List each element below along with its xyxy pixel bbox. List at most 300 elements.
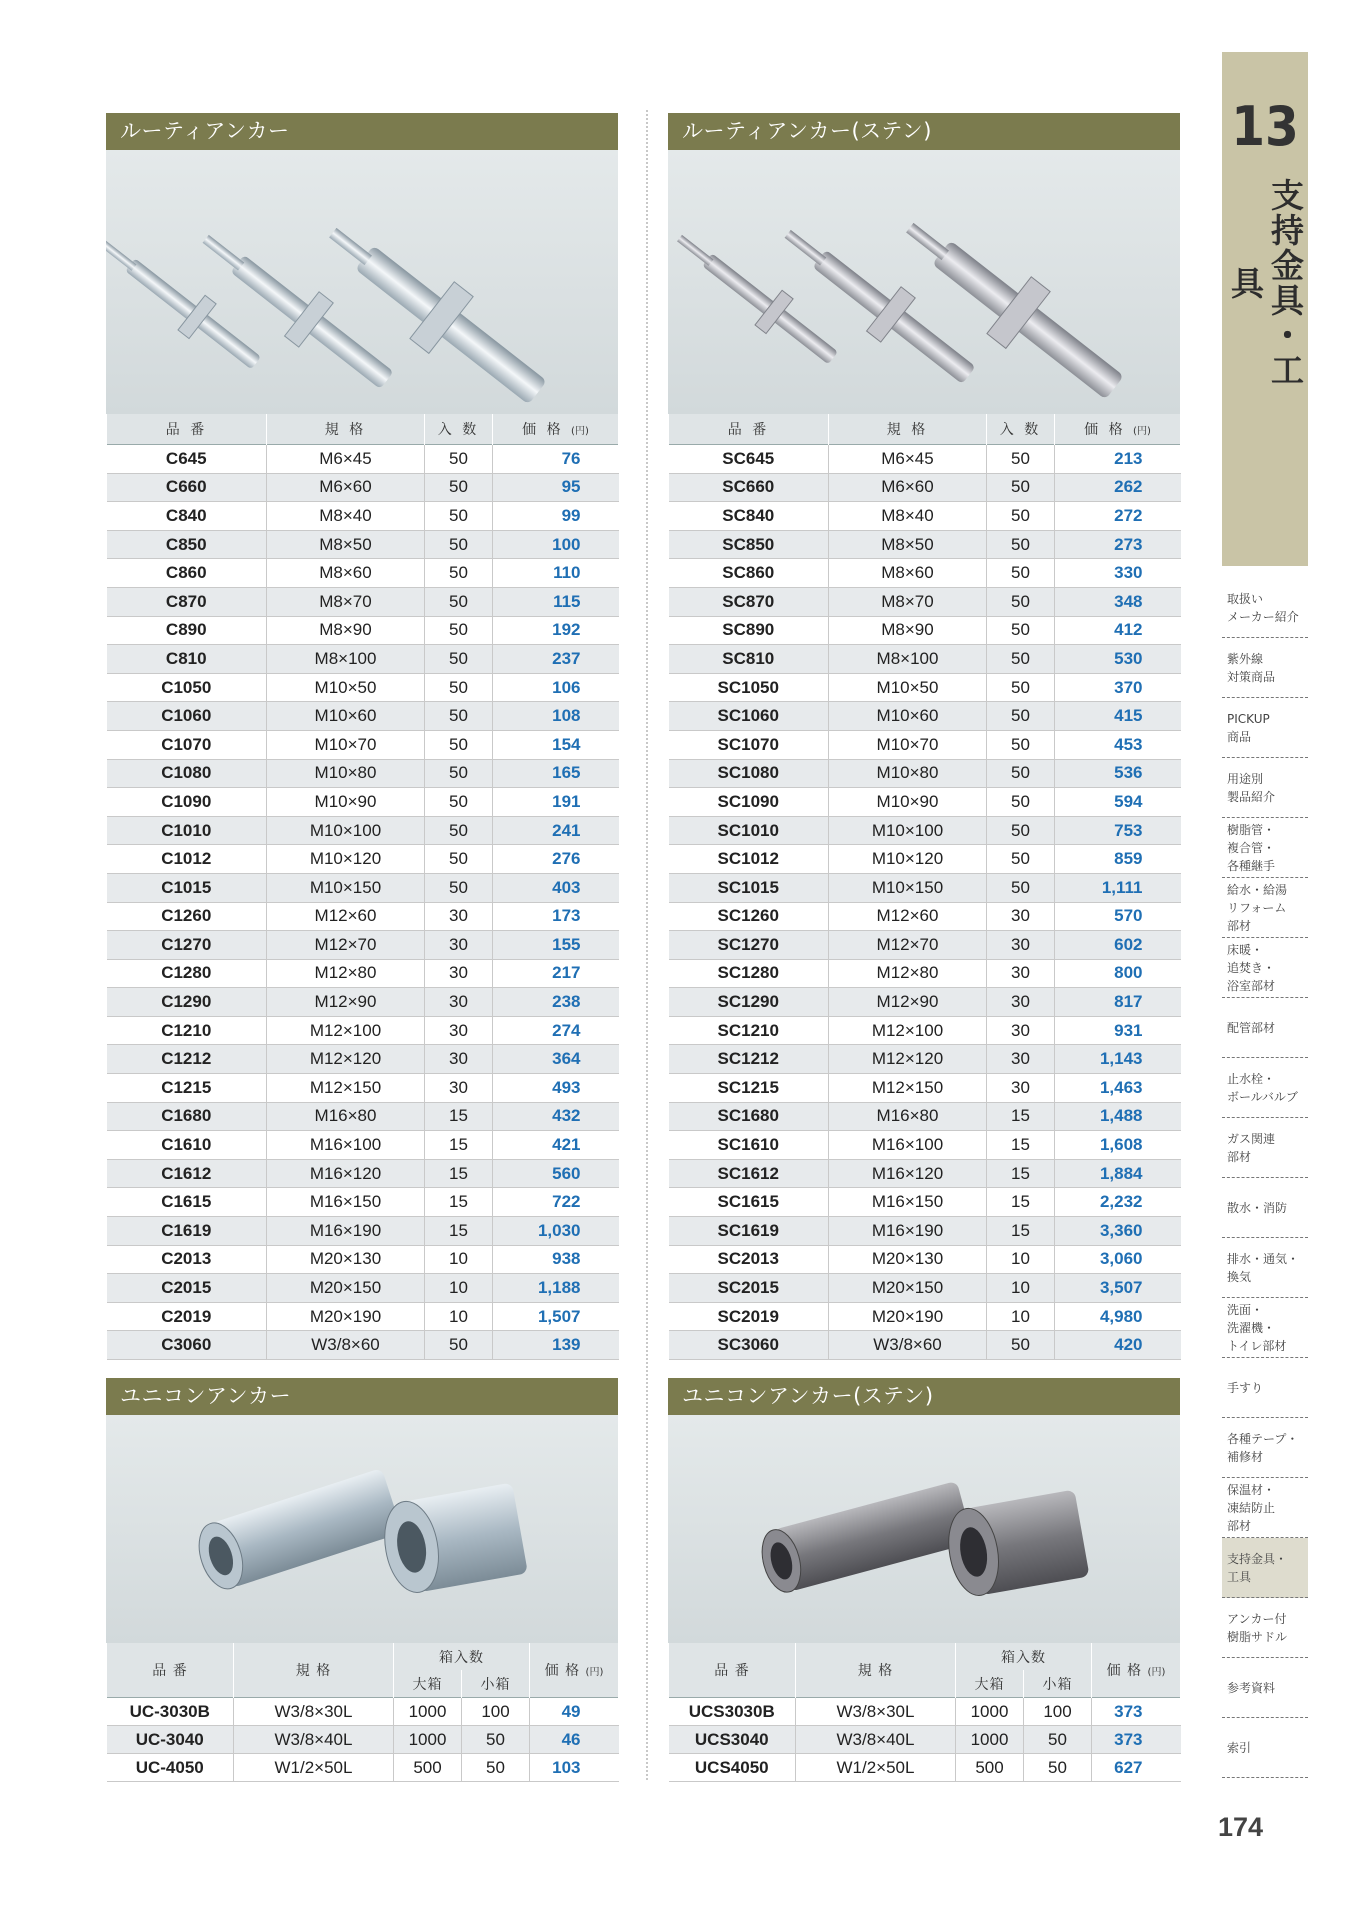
- cell-code: C1210: [107, 1016, 267, 1045]
- cell-small-box: 100: [462, 1698, 530, 1726]
- sidebar-nav-label: 床暖・ 追焚き・ 浴室部材: [1227, 942, 1276, 993]
- cell-code: SC1619: [669, 1217, 829, 1246]
- cell-qty: 50: [425, 730, 493, 759]
- sidebar-nav-label: 用途別 製品紹介: [1227, 771, 1276, 804]
- cell-qty: 30: [987, 959, 1055, 988]
- table-row: [669, 873, 1181, 902]
- cell-price: 722: [493, 1188, 619, 1217]
- cell-qty: 10: [987, 1302, 1055, 1331]
- cell-spec: M16×100: [267, 1131, 425, 1160]
- cell-qty: 50: [987, 730, 1055, 759]
- cell-spec: M12×60: [267, 902, 425, 931]
- table-row: [107, 788, 619, 817]
- table-row: [669, 902, 1181, 931]
- sidebar-nav-item[interactable]: [1222, 758, 1308, 818]
- cell-spec: M10×50: [829, 673, 987, 702]
- header-spec: 規 格: [267, 414, 425, 445]
- cell-price: 800: [1055, 959, 1181, 988]
- cell-qty: 10: [425, 1274, 493, 1303]
- cell-spec: M10×100: [829, 816, 987, 845]
- table-row: [107, 645, 619, 674]
- cell-qty: 30: [425, 1045, 493, 1074]
- cell-qty: 30: [425, 931, 493, 960]
- cell-spec: M8×90: [267, 616, 425, 645]
- sidebar-nav-label: 排水・通気・ 換気: [1227, 1251, 1300, 1284]
- cell-price: 1,188: [493, 1274, 619, 1303]
- cell-price: 753: [1055, 816, 1181, 845]
- sidebar-nav-item[interactable]: [1222, 878, 1308, 938]
- cell-code: SC1680: [669, 1102, 829, 1131]
- cell-price: 1,111: [1055, 873, 1181, 902]
- sidebar-nav-label: 止水栓・ ボールバルブ: [1227, 1071, 1298, 1104]
- cell-spec: M10×70: [829, 730, 987, 759]
- header-big-box: 大箱: [956, 1670, 1024, 1698]
- cell-spec: M8×60: [829, 559, 987, 588]
- sidebar-nav-label: 参考資料: [1227, 1680, 1276, 1695]
- cell-qty: 30: [987, 902, 1055, 931]
- cell-code: SC1212: [669, 1045, 829, 1074]
- cell-price: 95: [493, 473, 619, 502]
- table-row: [669, 1045, 1181, 1074]
- cell-spec: W3/8×60: [267, 1331, 425, 1360]
- table-row: [107, 959, 619, 988]
- cell-spec: M16×190: [267, 1217, 425, 1246]
- cell-qty: 30: [987, 1045, 1055, 1074]
- header-qty: 入 数: [425, 414, 493, 445]
- sidebar-nav-item[interactable]: [1222, 1358, 1308, 1418]
- table-row: [669, 530, 1181, 559]
- cell-code: C2013: [107, 1245, 267, 1274]
- cell-spec: W1/2×50L: [234, 1754, 394, 1782]
- table-row: [669, 645, 1181, 674]
- table-row: [107, 1274, 619, 1303]
- cell-qty: 10: [425, 1302, 493, 1331]
- table-row: [107, 730, 619, 759]
- cell-spec: M10×70: [267, 730, 425, 759]
- table-row: [107, 1726, 619, 1754]
- header-box: 箱入数: [394, 1643, 530, 1670]
- cell-qty: 50: [425, 816, 493, 845]
- cell-price: 370: [1055, 673, 1181, 702]
- cell-spec: M10×90: [267, 788, 425, 817]
- cell-spec: M16×190: [829, 1217, 987, 1246]
- cell-qty: 50: [425, 1331, 493, 1360]
- cell-spec: M6×45: [829, 445, 987, 474]
- cell-price: 139: [493, 1331, 619, 1360]
- cell-spec: M8×100: [829, 645, 987, 674]
- cell-code: C1610: [107, 1131, 267, 1160]
- table-row: [107, 1131, 619, 1160]
- chapter-tab: [1222, 52, 1308, 566]
- cell-code: UC-4050: [107, 1754, 234, 1782]
- cell-code: SC660: [669, 473, 829, 502]
- cell-qty: 50: [987, 816, 1055, 845]
- table-row: [107, 1188, 619, 1217]
- cell-code: SC1280: [669, 959, 829, 988]
- table-row: [107, 816, 619, 845]
- header-spec: 規 格: [796, 1643, 956, 1698]
- cell-spec: W3/8×60: [829, 1331, 987, 1360]
- cell-spec: M8×100: [267, 645, 425, 674]
- cell-price: 412: [1055, 616, 1181, 645]
- routy-anchor-stainless-photo: [668, 150, 1180, 414]
- cell-code: C1090: [107, 788, 267, 817]
- sidebar-nav-label: 索引: [1227, 1740, 1252, 1755]
- cell-spec: M6×60: [829, 473, 987, 502]
- cell-code: SC870: [669, 587, 829, 616]
- section-title: ユニコンアンカー(ステン): [668, 1378, 1180, 1415]
- cell-price: 272: [1055, 502, 1181, 531]
- cell-spec: M20×150: [829, 1274, 987, 1303]
- cell-code: C1680: [107, 1102, 267, 1131]
- sidebar-nav-item[interactable]: [1222, 818, 1308, 878]
- cell-spec: M12×70: [829, 931, 987, 960]
- table-row: [107, 1754, 619, 1782]
- cell-code: SC3060: [669, 1331, 829, 1360]
- cell-code: SC1615: [669, 1188, 829, 1217]
- table-row: [669, 1102, 1181, 1131]
- cell-code: SC1260: [669, 902, 829, 931]
- table-row: [669, 702, 1181, 731]
- cell-code: C1060: [107, 702, 267, 731]
- cell-spec: M12×120: [267, 1045, 425, 1074]
- cell-spec: M8×40: [267, 502, 425, 531]
- cell-spec: M16×100: [829, 1131, 987, 1160]
- cell-qty: 15: [987, 1159, 1055, 1188]
- sidebar-nav-item[interactable]: [1222, 1478, 1308, 1538]
- cell-qty: 50: [987, 587, 1055, 616]
- cell-spec: M12×120: [829, 1045, 987, 1074]
- cell-spec: M12×60: [829, 902, 987, 931]
- cell-price: 938: [493, 1245, 619, 1274]
- cell-price: 154: [493, 730, 619, 759]
- cell-price: 432: [493, 1102, 619, 1131]
- cell-price: 817: [1055, 988, 1181, 1017]
- cell-qty: 10: [987, 1245, 1055, 1274]
- cell-qty: 30: [425, 1016, 493, 1045]
- cell-qty: 50: [987, 445, 1055, 474]
- cell-code: C1212: [107, 1045, 267, 1074]
- header-code: 品 番: [669, 414, 829, 445]
- table-row: [107, 1045, 619, 1074]
- cell-big-box: 500: [394, 1754, 462, 1782]
- cell-price: 1,884: [1055, 1159, 1181, 1188]
- cell-spec: M10×100: [267, 816, 425, 845]
- cell-small-box: 50: [462, 1726, 530, 1754]
- cell-qty: 50: [987, 845, 1055, 874]
- cell-qty: 15: [987, 1217, 1055, 1246]
- cell-spec: M8×50: [829, 530, 987, 559]
- cell-qty: 50: [425, 473, 493, 502]
- cell-price: 191: [493, 788, 619, 817]
- cell-code: C1270: [107, 931, 267, 960]
- cell-code: C1010: [107, 816, 267, 845]
- header-small-box: 小箱: [462, 1670, 530, 1698]
- sidebar-nav-item[interactable]: [1222, 938, 1308, 998]
- cell-qty: 50: [425, 702, 493, 731]
- table-row: [669, 616, 1181, 645]
- table-row: [669, 1131, 1181, 1160]
- page-number: 174: [1218, 1812, 1264, 1842]
- sidebar-nav-item[interactable]: [1222, 1418, 1308, 1478]
- cell-code: C1615: [107, 1188, 267, 1217]
- unicon-anchor-photo: [106, 1415, 618, 1643]
- cell-price: 602: [1055, 931, 1181, 960]
- cell-qty: 10: [425, 1245, 493, 1274]
- cell-spec: W3/8×40L: [234, 1726, 394, 1754]
- cell-qty: 30: [987, 931, 1055, 960]
- cell-code: SC2013: [669, 1245, 829, 1274]
- cell-code: SC810: [669, 645, 829, 674]
- cell-code: SC1070: [669, 730, 829, 759]
- cell-spec: M8×70: [829, 587, 987, 616]
- cell-price: 241: [493, 816, 619, 845]
- sidebar-nav-label: 洗面・ 洗濯機・ トイレ部材: [1227, 1302, 1287, 1353]
- cell-qty: 50: [987, 559, 1055, 588]
- cell-code: UC-3040: [107, 1726, 234, 1754]
- cell-spec: W3/8×30L: [796, 1698, 956, 1726]
- cell-price: 99: [493, 502, 619, 531]
- cell-price: 1,608: [1055, 1131, 1181, 1160]
- cell-code: UCS3040: [669, 1726, 796, 1754]
- sidebar-nav-label: アンカー付 樹脂サドル: [1227, 1611, 1288, 1644]
- cell-price: 108: [493, 702, 619, 731]
- cell-code: SC840: [669, 502, 829, 531]
- cell-price: 192: [493, 616, 619, 645]
- cell-qty: 50: [987, 1331, 1055, 1360]
- cell-price: 276: [493, 845, 619, 874]
- cell-code: UCS4050: [669, 1754, 796, 1782]
- cell-price: 49: [530, 1698, 619, 1726]
- section-title: ユニコンアンカー: [106, 1378, 618, 1415]
- cell-qty: 50: [425, 530, 493, 559]
- sidebar-nav-item[interactable]: [1222, 1718, 1308, 1778]
- cell-code: C2019: [107, 1302, 267, 1331]
- sidebar-nav-item[interactable]: [1222, 1298, 1308, 1358]
- header-code: 品 番: [107, 414, 267, 445]
- table-row: [107, 1074, 619, 1103]
- sidebar-nav-item[interactable]: [1222, 1118, 1308, 1178]
- table-row: [669, 673, 1181, 702]
- cell-qty: 50: [425, 645, 493, 674]
- cell-spec: M10×60: [829, 702, 987, 731]
- section-title: ルーティアンカー: [106, 113, 618, 150]
- cell-spec: W3/8×40L: [796, 1726, 956, 1754]
- table-row: [107, 1331, 619, 1360]
- cell-code: C860: [107, 559, 267, 588]
- cell-qty: 50: [425, 502, 493, 531]
- cell-code: SC1015: [669, 873, 829, 902]
- table-row: [107, 902, 619, 931]
- table-row: [669, 445, 1181, 474]
- cell-price: 76: [493, 445, 619, 474]
- cell-code: SC850: [669, 530, 829, 559]
- cell-qty: 30: [425, 1074, 493, 1103]
- table-row: [107, 502, 619, 531]
- table-row: [107, 988, 619, 1017]
- cell-price: 273: [1055, 530, 1181, 559]
- cell-code: C870: [107, 587, 267, 616]
- cell-code: SC1215: [669, 1074, 829, 1103]
- cell-big-box: 1000: [394, 1698, 462, 1726]
- sidebar-nav-item[interactable]: [1222, 1538, 1308, 1598]
- sidebar-nav-item[interactable]: [1222, 638, 1308, 698]
- table-row: [107, 530, 619, 559]
- cell-spec: M20×190: [267, 1302, 425, 1331]
- cell-code: C1050: [107, 673, 267, 702]
- sidebar-nav-label: 給水・給湯 リフォーム 部材: [1227, 882, 1288, 933]
- unicon-anchor-table: [106, 1643, 619, 1782]
- cell-code: SC890: [669, 616, 829, 645]
- cell-qty: 30: [987, 1016, 1055, 1045]
- chapter-sidebar: [1222, 52, 1308, 1778]
- cell-price: 165: [493, 759, 619, 788]
- cell-qty: 15: [425, 1102, 493, 1131]
- cell-price: 415: [1055, 702, 1181, 731]
- cell-code: C1012: [107, 845, 267, 874]
- cell-qty: 50: [987, 759, 1055, 788]
- cell-price: 493: [493, 1074, 619, 1103]
- cell-price: 536: [1055, 759, 1181, 788]
- unicon-anchor-stainless-table: [668, 1643, 1181, 1782]
- table-row: [669, 730, 1181, 759]
- cell-spec: M8×50: [267, 530, 425, 559]
- cell-price: 560: [493, 1159, 619, 1188]
- routy-anchor-table: [106, 414, 619, 1360]
- cell-price: 594: [1055, 788, 1181, 817]
- cell-qty: 50: [987, 645, 1055, 674]
- sidebar-nav-label: 支持金具・ 工具: [1227, 1551, 1288, 1584]
- sidebar-nav-item[interactable]: [1222, 1598, 1308, 1658]
- cell-qty: 50: [425, 845, 493, 874]
- cell-spec: M10×90: [829, 788, 987, 817]
- cell-spec: M10×150: [829, 873, 987, 902]
- cell-code: SC860: [669, 559, 829, 588]
- chapter-nav: [1222, 578, 1308, 1778]
- cell-small-box: 50: [1024, 1754, 1092, 1782]
- table-row: [669, 816, 1181, 845]
- cell-code: C1080: [107, 759, 267, 788]
- anchor-bolts-image: [106, 150, 618, 414]
- cell-code: SC2019: [669, 1302, 829, 1331]
- table-row: [669, 931, 1181, 960]
- sidebar-nav-label: 樹脂管・ 複合管・ 各種継手: [1227, 822, 1276, 873]
- cell-qty: 50: [425, 759, 493, 788]
- cell-price: 103: [530, 1754, 619, 1782]
- table-row: [669, 845, 1181, 874]
- unicon-anchor-stainless-section: [668, 1378, 1180, 1782]
- table-row: [669, 759, 1181, 788]
- sidebar-nav-item[interactable]: [1222, 998, 1308, 1058]
- cell-price: 106: [493, 673, 619, 702]
- section-title: ルーティアンカー(ステン): [668, 113, 1180, 150]
- cell-price: 3,360: [1055, 1217, 1181, 1246]
- cell-spec: M10×50: [267, 673, 425, 702]
- cell-price: 213: [1055, 445, 1181, 474]
- cell-price: 1,143: [1055, 1045, 1181, 1074]
- cell-qty: 50: [987, 502, 1055, 531]
- cell-qty: 30: [987, 1074, 1055, 1103]
- cell-spec: M12×90: [267, 988, 425, 1017]
- sidebar-nav-item[interactable]: [1222, 698, 1308, 758]
- cell-price: 274: [493, 1016, 619, 1045]
- cell-spec: M20×130: [267, 1245, 425, 1274]
- cell-price: 100: [493, 530, 619, 559]
- cell-spec: M12×100: [829, 1016, 987, 1045]
- table-row: [669, 473, 1181, 502]
- table-row: [669, 959, 1181, 988]
- cell-spec: M8×70: [267, 587, 425, 616]
- cell-code: UCS3030B: [669, 1698, 796, 1726]
- cell-price: 217: [493, 959, 619, 988]
- cell-code: SC1080: [669, 759, 829, 788]
- cell-code: SC1060: [669, 702, 829, 731]
- table-row: [107, 616, 619, 645]
- cell-price: 4,980: [1055, 1302, 1181, 1331]
- cell-price: 173: [493, 902, 619, 931]
- cell-spec: M6×45: [267, 445, 425, 474]
- table-row: [107, 845, 619, 874]
- header-small-box: 小箱: [1024, 1670, 1092, 1698]
- cell-price: 421: [493, 1131, 619, 1160]
- cell-code: SC1012: [669, 845, 829, 874]
- cell-code: C1015: [107, 873, 267, 902]
- cell-spec: M8×60: [267, 559, 425, 588]
- cell-code: SC1090: [669, 788, 829, 817]
- cell-spec: M20×150: [267, 1274, 425, 1303]
- table-row: [107, 587, 619, 616]
- cell-price: 348: [1055, 587, 1181, 616]
- cell-code: SC1050: [669, 673, 829, 702]
- cell-code: C1619: [107, 1217, 267, 1246]
- cell-spec: M16×150: [829, 1188, 987, 1217]
- sidebar-nav-item[interactable]: [1222, 578, 1308, 638]
- cell-spec: M6×60: [267, 473, 425, 502]
- table-row: [669, 1217, 1181, 1246]
- cell-qty: 50: [425, 616, 493, 645]
- cell-big-box: 1000: [394, 1726, 462, 1754]
- cell-price: 420: [1055, 1331, 1181, 1360]
- cell-qty: 50: [425, 587, 493, 616]
- table-row: [107, 473, 619, 502]
- unicon-anchor-section: [106, 1378, 618, 1782]
- sidebar-nav-item[interactable]: [1222, 1178, 1308, 1238]
- cell-price: 110: [493, 559, 619, 588]
- cell-big-box: 500: [956, 1754, 1024, 1782]
- sidebar-nav-item[interactable]: [1222, 1058, 1308, 1118]
- cell-qty: 15: [425, 1159, 493, 1188]
- cell-qty: 50: [987, 702, 1055, 731]
- table-row: [107, 702, 619, 731]
- cell-price: 570: [1055, 902, 1181, 931]
- cell-small-box: 50: [1024, 1726, 1092, 1754]
- table-row: [107, 1016, 619, 1045]
- cell-spec: M12×70: [267, 931, 425, 960]
- table-row: [669, 1698, 1181, 1726]
- cell-price: 364: [493, 1045, 619, 1074]
- sidebar-nav-label: 紫外線 対策商品: [1227, 651, 1276, 684]
- cell-spec: M12×90: [829, 988, 987, 1017]
- cell-qty: 50: [425, 873, 493, 902]
- cell-code: C1290: [107, 988, 267, 1017]
- cell-price: 237: [493, 645, 619, 674]
- routy-anchor-stainless-section: [668, 113, 1180, 1360]
- sidebar-nav-item[interactable]: [1222, 1238, 1308, 1298]
- unicon-anchor-image: [106, 1415, 618, 1643]
- sidebar-nav-item[interactable]: [1222, 1658, 1308, 1718]
- cell-code: C890: [107, 616, 267, 645]
- cell-qty: 30: [425, 988, 493, 1017]
